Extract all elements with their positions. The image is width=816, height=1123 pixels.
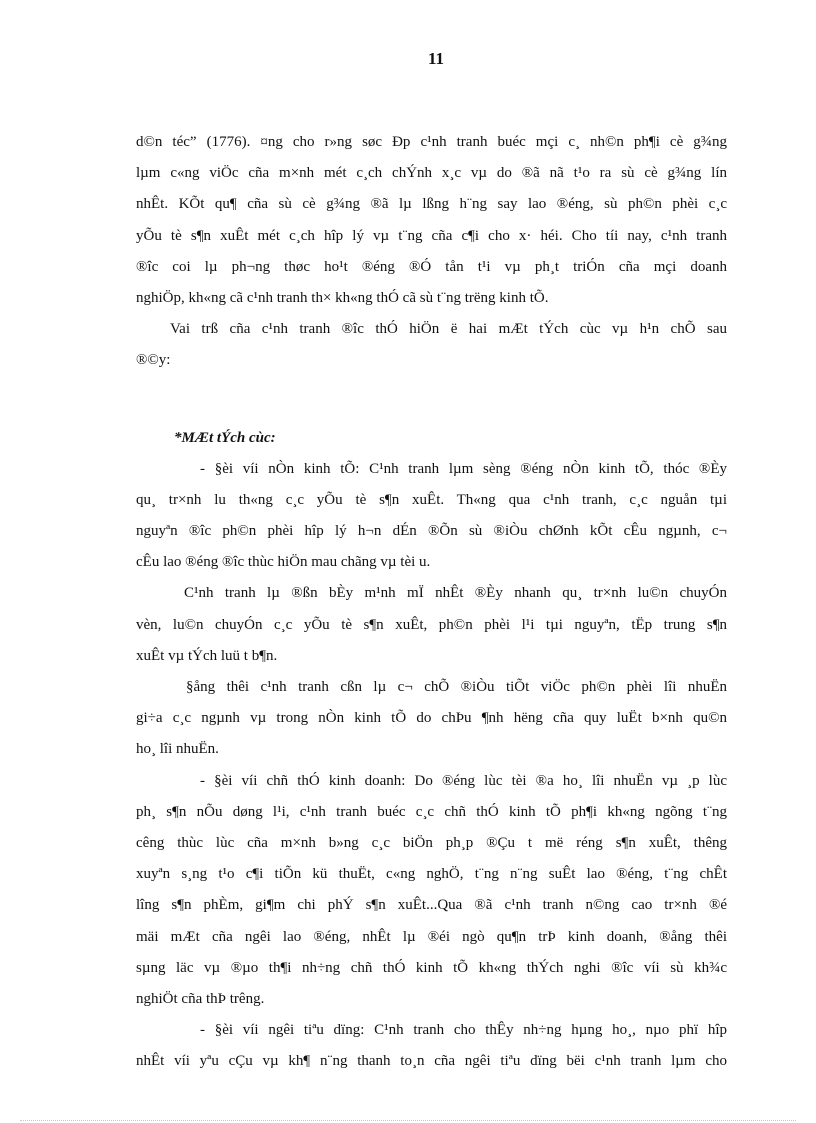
text-line: §ång thêi c¹nh tranh cßn lµ c¬ chÕ ®iÒu tiÕt viÖc ph©n phèi lîi nhuËn bbox=[186, 679, 727, 695]
text-line: mäi mÆt cña ngêi lao ®éng, nhÊt lµ ®éi ngò qu¶n trÞ kinh doanh, ®ång thêi bbox=[136, 928, 727, 945]
text-line: ®©y: bbox=[136, 352, 171, 369]
paragraph-spacer bbox=[136, 377, 727, 423]
text-line: - §èi víi ngêi tiªu dïng: C¹nh tranh cho thÊy nh÷ng hµng ho¸, nµo phï hîp bbox=[200, 1022, 727, 1039]
text-line: sµng läc vµ ®µo th¶i nh÷ng chñ thÓ kinh tÕ kh«ng thÝch nghi ®îc víi sù kh¾c bbox=[136, 959, 727, 976]
text-line: nghiÖt cña thÞ trêng. bbox=[136, 990, 265, 1007]
text-line: qu¸ tr×nh lu th«ng c¸c yÕu tè s¶n xuÊt. Th«ng qua c¹nh tranh, c¸c nguån tµi bbox=[136, 491, 727, 508]
text-line: yÕu tè s¶n xuÊt mét c¸ch hîp lý vµ t¨ng cña c¶i cho x· héi. Cho tíi nay, c¹nh tranh bbox=[136, 227, 727, 244]
text-line: ho¸ lîi nhuËn. bbox=[136, 741, 219, 758]
text-line: cÊu lao ®éng ®îc thùc hiÖn mau chãng vµ tèi u. bbox=[136, 554, 431, 571]
text-line: nghiÖp, kh«ng cã c¹nh tranh th× kh«ng thÓ cã sù t¨ng trëng kinh tÕ. bbox=[136, 289, 549, 306]
text-line: lîng s¶n phÈm, gi¶m chi phÝ s¶n xuÊt...Qua ®ã c¹nh tranh n©ng cao tr×nh ®é bbox=[136, 897, 727, 914]
text-line: C¹nh tranh lµ ®ßn bÈy m¹nh mÏ nhÊt ®Èy nhanh qu¸ tr×nh lu©n chuyÓn bbox=[184, 585, 727, 602]
text-line: - §èi víi chñ thÓ kinh doanh: Do ®éng lùc tèi ®a ho¸ lîi nhuËn vµ ¸p lùc bbox=[200, 772, 727, 789]
text-line: ®îc coi lµ ph¬ng thøc ho¹t ®éng ®Ó tån t¹i vµ ph¸t triÓn cña mçi doanh bbox=[136, 258, 727, 275]
text-line: ph¸ s¶n nÕu døng l¹i, c¹nh tranh buéc c¸c chñ thÓ kinh tÕ ph¶i kh«ng ngõng t¨ng bbox=[136, 803, 727, 820]
text-line: lµm c«ng viÖc cña m×nh mét c¸ch chÝnh x¸c vµ do ®ã nã t¹o ra sù cè g¾ng lín bbox=[136, 165, 727, 182]
page-number: 11 bbox=[427, 49, 445, 68]
text-line: nguyªn ®îc ph©n phèi hîp lý h¬n dÉn ®Õn sù ®iÒu chØnh kÕt cÊu ngµnh, c¬ bbox=[136, 523, 727, 540]
text-line: xuyªn s¸ng t¹o c¶i tiÕn kü thuËt, c«ng nghÖ, t¨ng n¨ng suÊt lao ®éng, t¨ng chÊt bbox=[136, 866, 727, 883]
body-text bbox=[136, 127, 727, 1077]
text-line: d©n téc” (1776). ¤ng cho r»ng søc Ðp c¹nh tranh buéc mçi c¸ nh©n ph¶i cè g¾ng bbox=[136, 134, 727, 150]
text-line: cêng thùc lùc cña m×nh b»ng c¸c biÖn ph¸p ®Çu t më réng s¶n xuÊt, thêng bbox=[136, 834, 727, 851]
text-line: xuÊt vµ tÝch luü t b¶n. bbox=[136, 647, 278, 664]
text-line: gi÷a c¸c ngµnh vµ trong nÒn kinh tÕ do chÞu ¶nh hëng cña quy luËt b×nh qu©n bbox=[136, 710, 727, 727]
text-line: vèn, lu©n chuyÓn c¸c yÕu tè s¶n xuÊt, ph©n phèi l¹i tµi nguyªn, tËp trung s¶n bbox=[136, 616, 727, 633]
page-bottom-divider bbox=[20, 1120, 796, 1121]
text-line: nhÊt víi yªu cÇu vµ kh¶ n¨ng thanh to¸n cña ngêi tiªu dïng bëi c¹nh tranh lµm cho bbox=[136, 1053, 727, 1070]
text-line: - §èi víi nÒn kinh tÕ: C¹nh tranh lµm sèng ®éng nÒn kinh tÕ, thóc ®Èy bbox=[200, 460, 727, 477]
text-line: nhÊt. KÕt qu¶ cña sù cè g¾ng ®ã lµ lßng h¨ng say lao ®éng, sù ph©n phèi c¸c bbox=[136, 196, 727, 213]
section-heading: *MÆt tÝch cùc: bbox=[174, 429, 276, 446]
text-line: Vai trß cña c¹nh tranh ®îc thÓ hiÖn ë hai mÆt tÝch cùc vµ h¹n chÕ sau bbox=[170, 321, 727, 338]
